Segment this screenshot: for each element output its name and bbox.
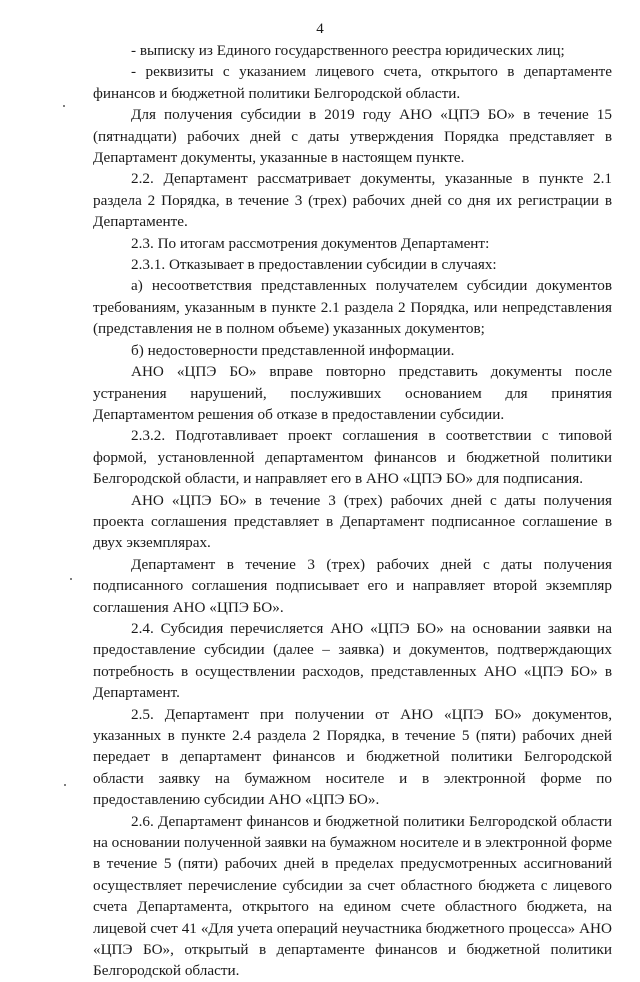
paragraph-2-2: 2.2. Департамент рассматривает документы, указанные в пункте 2.1 раздела 2 Порядка, в течение 3 (трех) рабочих дней со дня их регистрации в Департаменте. — [93, 170, 612, 231]
scan-speck — [64, 784, 66, 786]
paragraph-resubmit: АНО «ЦПЭ БО» вправе повторно представить документы после устранения нарушений, послуживших основанием для принятия Департаментом решения об отказе в предоставлении субсидии. — [93, 363, 612, 423]
paragraph-2-3-1-b: б) недостоверности представленной информации. — [131, 341, 455, 359]
paragraph-2-6: 2.6. Департамент финансов и бюджетной политики Белгородской области на основании полученной заявки на бумажном носителе и в электронной форме в течение 5 (пяти) рабочих дней в пределах предусмотренных ассигнований осуществляет перечисление субсидии за счет областного бюджета с лицевого счета Департамента, открытого на едином счете областного бюджета, на лицевой счет 41 «Для учета операций неучастника бюджетного процесса» АНО «ЦПЭ БО», открытый в департаменте финансов и бюджетной политики Белгородской области. — [93, 812, 612, 980]
paragraph-requisites: - реквизиты с указанием лицевого счета, открытого в департаменте финансов и бюджетной политики Белгородской области. — [93, 63, 612, 102]
paragraph-2-3-1: 2.3.1. Отказывает в предоставлении субсидии в случаях: — [131, 256, 497, 274]
document-body — [93, 40, 612, 982]
page-number: 4 — [316, 21, 324, 37]
scan-speck — [63, 105, 65, 107]
paragraph-2-3-1-a: а) несоответствия представленных получателем субсидии документов требованиям, указанным в пункте 2.1 раздела 2 Порядка, или непредставления (представления не в полном объеме) указанных документов; — [93, 277, 612, 338]
paragraph-2-5: 2.5. Департамент при получении от АНО «ЦПЭ БО» документов, указанных в пункте 2.4 раздела 2 Порядка, в течение 5 (пяти) рабочих дней передает в департамент финансов и бюджетной политики Белгородской области заявку на бумажном носителе и в электронной форме по предоставлению субсидии АНО «ЦПЭ БО». — [93, 705, 612, 809]
paragraph-return-copy: Департамент в течение 3 (трех) рабочих дней с даты получения подписанного соглашения подписывает его и направляет второй экземпляр соглашения АНО «ЦПЭ БО». — [93, 555, 612, 616]
paragraph-2-3: 2.3. По итогам рассмотрения документов Департамент: — [131, 234, 490, 252]
paragraph-sign-agreement: АНО «ЦПЭ БО» в течение 3 (трех) рабочих дней с даты получения проекта соглашения представляет в Департамент подписанное соглашение в двух экземплярах. — [93, 491, 612, 552]
paragraph-subsidy-2019: Для получения субсидии в 2019 году АНО «ЦПЭ БО» в течение 15 (пятнадцати) рабочих дней с даты утверждения Порядка представляет в Департамент документы, указанные в настоящем пункте. — [93, 106, 612, 167]
paragraph-2-3-2: 2.3.2. Подготавливает проект соглашения в соответствии с типовой формой, установленной департаментом финансов и бюджетной политики Белгородской области, и направляет его в АНО «ЦПЭ БО» для подписания. — [93, 427, 612, 488]
paragraph-extract-egrul: - выписку из Единого государственного реестра юридических лиц; — [131, 42, 565, 59]
paragraph-2-4: 2.4. Субсидия перечисляется АНО «ЦПЭ БО» на основании заявки на предоставление субсидии (далее – заявка) и документов, подтверждающих потребность в осуществлении расходов, представленных АНО «ЦПЭ БО» в Департамент. — [93, 619, 612, 702]
scan-speck — [70, 578, 72, 580]
